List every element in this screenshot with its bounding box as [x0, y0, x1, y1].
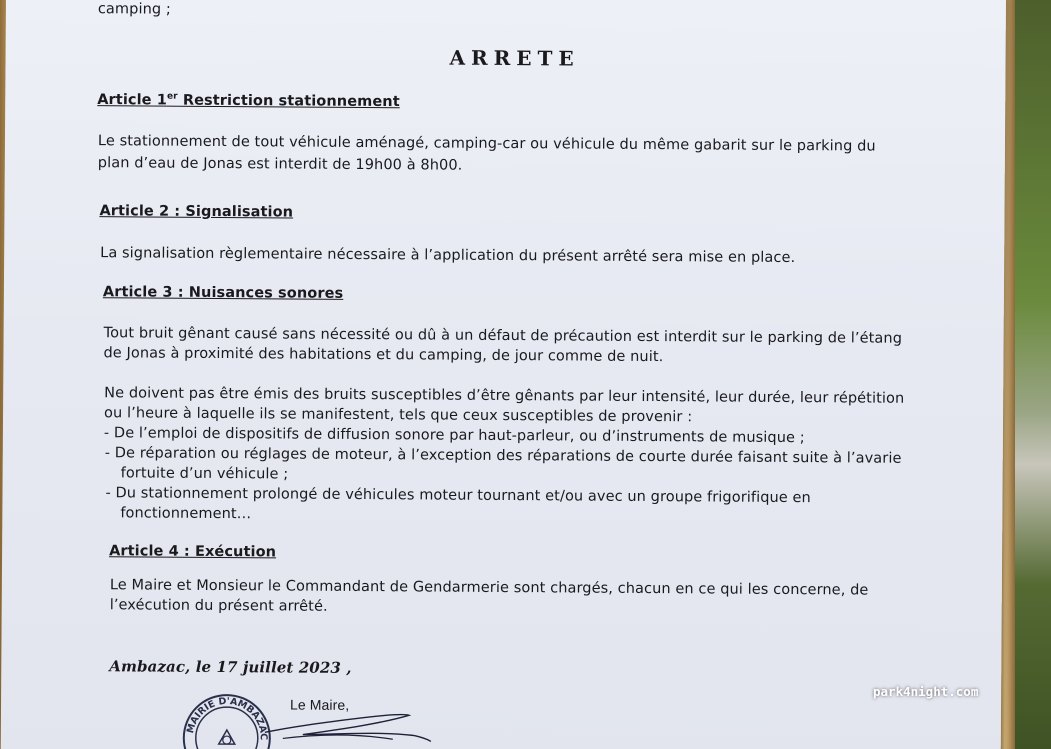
article3-bullet: - De l’emploi de dispositifs de diffusion sonore par haut-parleur, ou d’instruments de musique ; — [103, 425, 805, 447]
article4-heading: Article 4 : Exécution — [109, 543, 277, 561]
article3-bullet: - De réparation ou réglages de moteur, à l’exception des réparations de courte durée faisant suite à l’avarie — [104, 445, 902, 467]
article1-line: Le stationnement de tout véhicule aménagé, camping-car ou véhicule du même gabarit sur le parking du — [97, 133, 876, 155]
article1-heading-suffix: Restriction stationnement — [177, 92, 400, 111]
article3-bullet: - Du stationnement prolongé de véhicules moteur tournant et/ou avec un groupe frigorifique en — [105, 485, 811, 507]
article3-bullet-continued: fortuite d’un véhicule ; — [120, 465, 289, 483]
stamp-text: MAIRIE D'AMBAZAC — [185, 695, 269, 741]
article3-para2-line: ou l’heure à laquelle ils se manifestent, tels que ceux susceptibles de provenir : — [104, 405, 693, 426]
article2-heading: Article 2 : Signalisation — [99, 203, 294, 221]
article1-line: plan d’eau de Jonas est interdit de 19h00 à 8h00. — [97, 155, 463, 174]
article3-bullet-continued: fonctionnement… — [120, 505, 252, 523]
article1-heading-sup: er — [166, 91, 178, 102]
handwritten-signature — [263, 704, 433, 745]
article1-heading — [97, 91, 400, 110]
place-date: Ambazac, le 17 juillet 2023 , — [109, 657, 352, 677]
article3-heading: Article 3 : Nuisances sonores — [102, 284, 344, 302]
article3-para1-line: de Jonas à proximité des habitations et du camping, de jour comme de nuit. — [103, 345, 664, 366]
notice-title: ARRETE — [449, 45, 580, 71]
article3-para2-line: Ne doivent pas être émis des bruits susceptibles d’être gênants par leur intensité, leur durée, leur répétition — [104, 385, 905, 407]
svg-text:MAIRIE D'AMBAZAC — [185, 696, 269, 741]
article4-line: Le Maire et Monsieur le Commandant de Gendarmerie sont chargés, chacun en ce qui les concerne, de — [109, 577, 869, 599]
article1-heading-prefix: Article 1 — [97, 91, 168, 109]
article4-line: l’exécution du présent arrêté. — [109, 597, 328, 615]
signatory-label: Le Maire, — [289, 696, 350, 713]
watermark-label: park4night.com — [873, 684, 979, 699]
article3-para1-line: Tout bruit gênant causé sans nécessité ou dû à un défaut de précaution est interdit sur le parking de l’étang — [103, 325, 903, 347]
notice-paper — [1, 0, 1006, 749]
top-fragment: camping ; — [97, 1, 171, 18]
background-foliage — [1015, 0, 1051, 749]
official-stamp-icon — [180, 692, 273, 749]
article2-line: La signalisation règlementaire nécessaire à l’application du présent arrêté sera mise en place. — [100, 245, 796, 267]
